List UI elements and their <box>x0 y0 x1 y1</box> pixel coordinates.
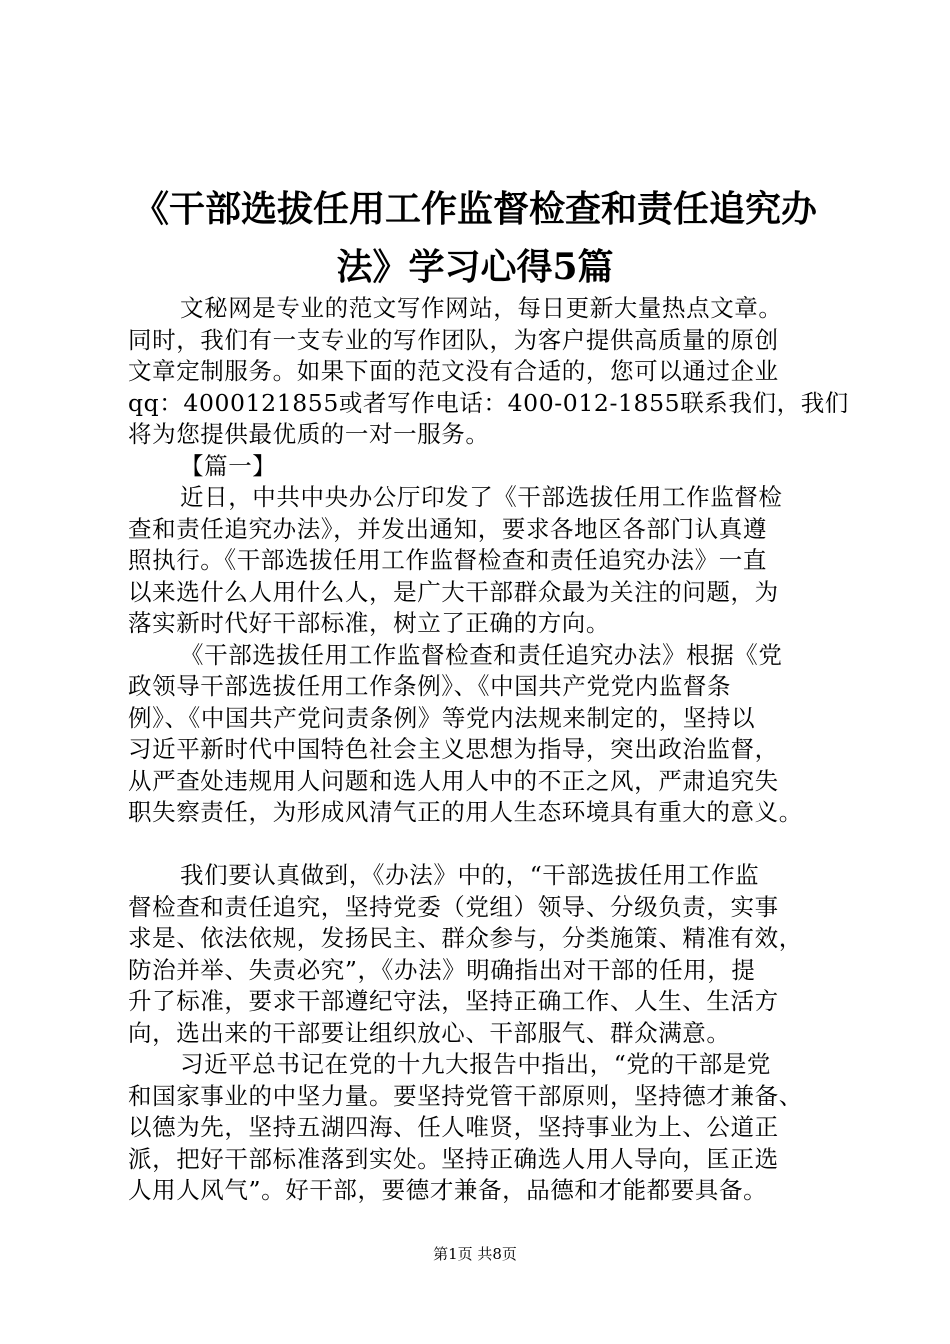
section-heading: 【篇一】 <box>180 451 277 480</box>
paragraph-line: 照执行。《干部选拔任用工作监督检查和责任追究办法》一直 <box>128 546 767 574</box>
paragraph-line: 政领导干部选拔任用工作条例》、《中国共产党党内监督条 <box>128 672 732 700</box>
paragraph-line: 以德为先，坚持五湖四海、任人唯贤，坚持事业为上、公道正 <box>128 1113 779 1141</box>
paragraph-line: 将为您提供最优质的一对一服务。 <box>128 420 490 448</box>
paragraph-line: 例》、《中国共产党问责条例》等党内法规来制定的，坚持以 <box>128 703 756 732</box>
document-title-line-1: 《干部选拔任用工作监督检查和责任追究办 <box>132 188 817 230</box>
paragraph-line: 向，选出来的干部要让组织放心、干部服气、群众满意。 <box>128 1018 731 1047</box>
paragraph-line: 近日，中共中央办公厅印发了《干部选拔任用工作监督检 <box>180 483 783 511</box>
paragraph-line: 从严查处违规用人问题和选人用人中的不正之风，严肃追究失 <box>128 766 779 795</box>
page-number-footer: 第1页 共8页 <box>433 1245 517 1263</box>
document-body <box>128 293 849 1207</box>
document-title-line-2: 法》学习心得5篇 <box>336 246 614 288</box>
paragraph-spacer <box>128 829 832 861</box>
paragraph-line: 同时，我们有一支专业的写作团队，为客户提供高质量的原创 <box>128 325 779 354</box>
paragraph-line: 《干部选拔任用工作监督检查和责任追究办法》根据《党 <box>180 640 783 669</box>
paragraph-line: 升了标准，要求干部遵纪守法，坚持正确工作、人生、生活方 <box>128 987 779 1015</box>
paragraph-line: 习近平新时代中国特色社会主义思想为指导，突出政治监督， <box>128 735 779 763</box>
paragraph-line: 督检查和责任追究，坚持党委（党组）领导、分级负责，实事 <box>128 892 779 921</box>
paragraph-line: 和国家事业的中坚力量。要坚持党管干部原则，坚持德才兼备、 <box>128 1081 803 1110</box>
paragraph-line: 文秘网是专业的范文写作网站，每日更新大量热点文章。 <box>180 294 783 322</box>
paragraph-line: 以来选什么人用什么人，是广大干部群众最为关注的问题，为 <box>128 577 779 606</box>
paragraph-line: 防治并举、失责必究”，《办法》明确指出对干部的任用，提 <box>128 955 756 984</box>
paragraph-line: qq：4000121855或者写作电话：400-012-1855联系我们，我们 <box>128 388 849 417</box>
paragraph-line: 求是、依法依规，发扬民主、群众参与，分类施策、精准有效， <box>128 924 803 952</box>
paragraph-line: 我们要认真做到，《办法》中的，“干部选拔任用工作监 <box>180 861 760 889</box>
paragraph-line: 文章定制服务。如果下面的范文没有合适的，您可以通过企业 <box>128 357 779 385</box>
paragraph-line: 派，把好干部标准落到实处。坚持正确选人用人导向，匡正选 <box>128 1144 779 1173</box>
paragraph-line: 查和责任追究办法》，并发出通知，要求各地区各部门认真遵 <box>128 514 767 543</box>
paragraph-line: 落实新时代好干部标准，树立了正确的方向。 <box>128 609 610 637</box>
paragraph-line: 习近平总书记在党的十九大报告中指出，“党的干部是党 <box>180 1050 772 1078</box>
paragraph-line: 职失察责任，为形成风清气正的用人生态环境具有重大的意义。 <box>128 798 803 826</box>
paragraph-line: 人用人风气”。好干部，要德才兼备，品德和才能都要具备。 <box>128 1176 768 1204</box>
